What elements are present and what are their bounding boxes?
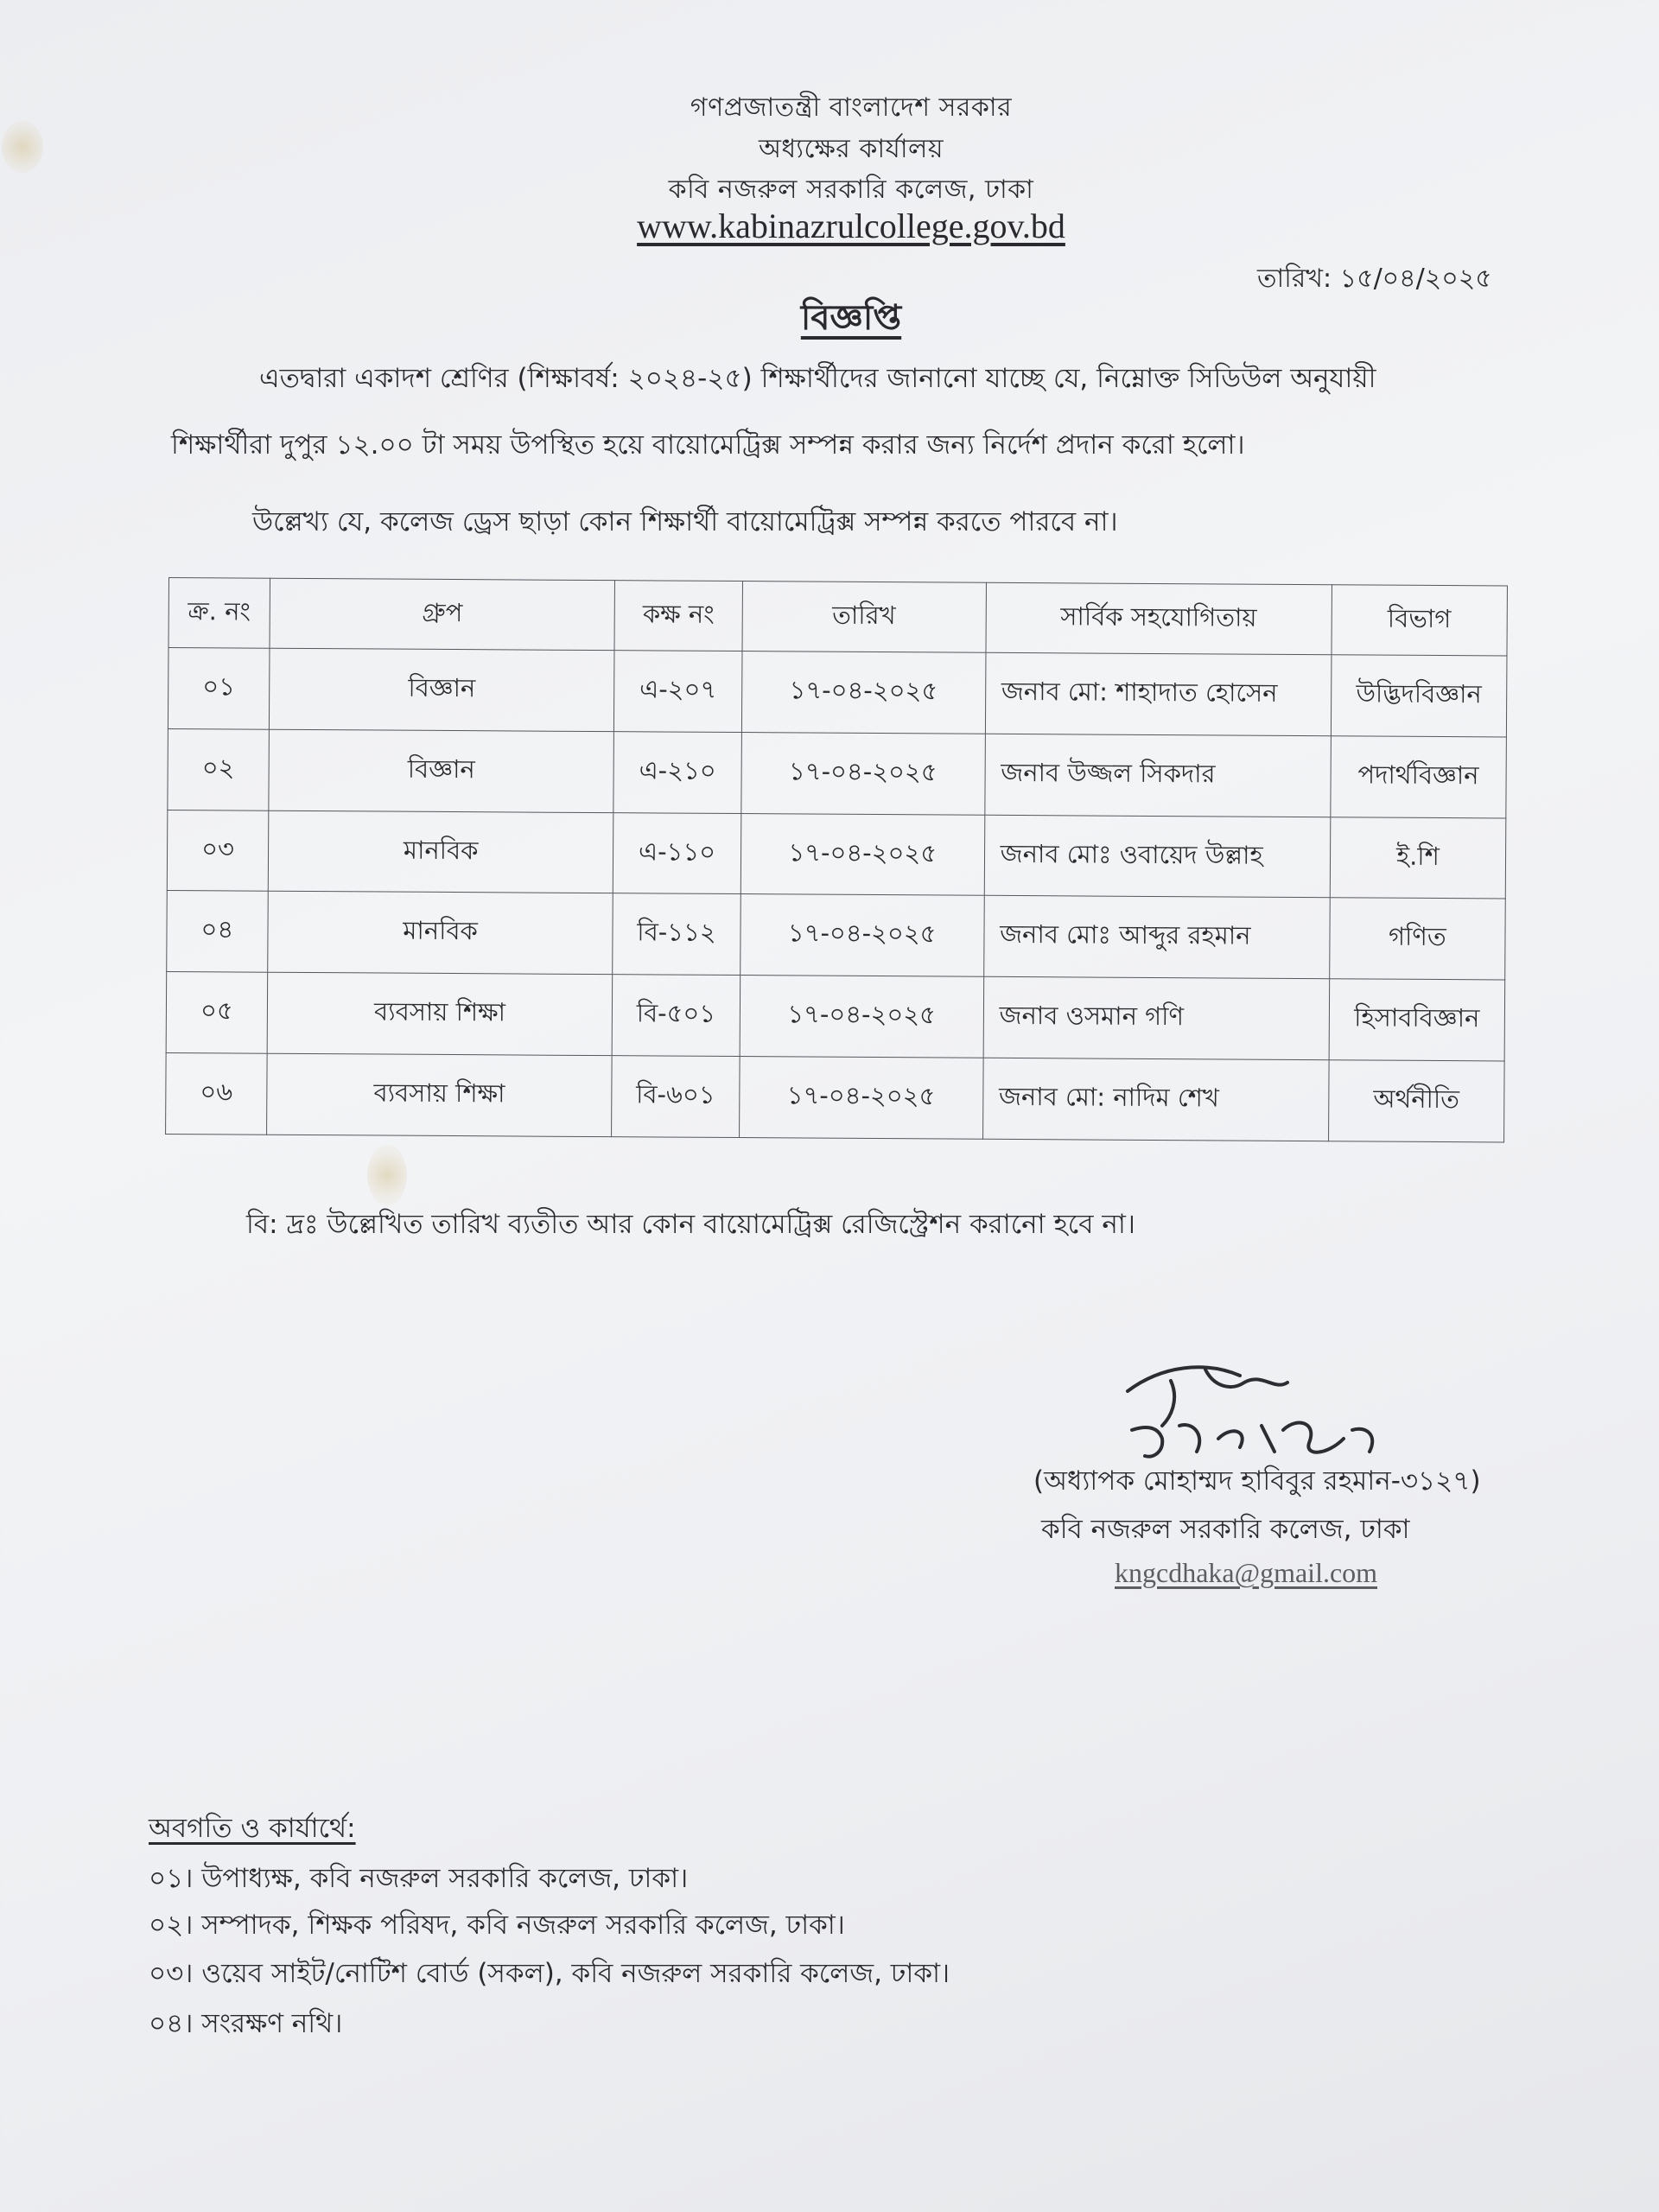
signatory-name: (অধ্যাপক মোহাম্মদ হাবিবুর রহমান-৩১২৭) <box>1033 1465 1481 1497</box>
table-header-row <box>168 578 1507 656</box>
table-row <box>166 972 1505 1061</box>
website-link[interactable]: www.kabinazrulcollege.gov.bd <box>637 207 1065 245</box>
cell-department: পদার্থবিজ্ঞান <box>1331 736 1507 818</box>
cell-group: বিজ্ঞান <box>269 729 614 812</box>
government-name: গণপ্রজাতন্ত্রী বাংলাদেশ সরকার <box>690 92 1013 123</box>
cell-group: ব্যবসায় শিক্ষা <box>267 973 613 1056</box>
cc-item: ০৩। ওয়েব সাইট/নোটিশ বোর্ড (সকল), কবি নজরুল সরকারি কলেজ, ঢাকা। <box>149 1958 950 1989</box>
cell-assistance: জনাব মো: নাদিম শেখ <box>982 1058 1329 1141</box>
signatory-college: কবি নজরুল সরকারি কলেজ, ঢাকা <box>1041 1514 1410 1545</box>
cc-item: ০৪। সংরক্ষণ নথি। <box>149 2008 343 2039</box>
cell-serial: ০৪ <box>167 891 268 973</box>
paragraph-1-line-2: শিক্ষার্থীরা দুপুর ১২.০০ টা সময় উপস্থিত হয়ে বায়োমেট্রিক্স সম্পন্ন করার জন্য নির্দেশ প্রদান করো হলো। <box>171 429 1245 461</box>
cell-assistance: জনাব মোঃ ওবায়েদ উল্লাহ <box>984 815 1331 898</box>
table-row <box>168 728 1507 817</box>
cell-assistance: জনাব উজ্জল সিকদার <box>985 734 1332 817</box>
cell-date: ১৭-০৪-২০২৫ <box>739 1057 983 1140</box>
cell-room: বি-১১২ <box>613 893 741 976</box>
table-row <box>166 1053 1505 1142</box>
table-row <box>167 891 1506 980</box>
cell-department: অর্থনীতি <box>1328 1060 1504 1142</box>
cell-department: গণিত <box>1329 898 1505 980</box>
table-row <box>167 810 1506 899</box>
cell-date: ১৭-০৪-২০২৫ <box>741 732 986 815</box>
office-name: অধ্যক্ষের কার্যালয় <box>758 134 944 164</box>
notice-date: তারিখ: ১৫/০৪/২০২৫ <box>1257 264 1492 294</box>
cell-date: ১৭-০৪-২০২৫ <box>741 652 986 734</box>
cell-department: ই.শি <box>1330 817 1506 899</box>
col-date: তারিখ <box>742 582 986 653</box>
paragraph-1-line-1: এতদ্বারা একাদশ শ্রেণির (শিক্ষাবর্ষ: ২০২৪-২৫) শিক্ষার্থীদের জানানো যাচ্ছে যে, নিম্নোক্ত সিডিউল অনুযায়ী <box>259 363 1376 394</box>
cell-group: বিজ্ঞান <box>269 648 614 731</box>
col-assistance: সার্বিক সহযোগিতায় <box>986 582 1332 654</box>
handwritten-signature <box>1110 1357 1395 1469</box>
schedule-table <box>165 577 1508 1142</box>
cell-room: এ-২১০ <box>613 731 741 813</box>
cell-department: হিসাববিজ্ঞান <box>1329 979 1505 1061</box>
col-department: বিভাগ <box>1332 585 1508 656</box>
cell-group: মানবিক <box>268 810 613 893</box>
cell-department: উদ্ভিদবিজ্ঞান <box>1331 655 1507 737</box>
col-room: কক্ষ নং <box>614 581 742 652</box>
nb-note: বি: দ্রঃ উল্লেখিত তারিখ ব্যতীত আর কোন বায়োমেট্রিক্স রেজিস্ট্রেশন করানো হবে না। <box>246 1209 1135 1240</box>
cell-serial: ০৩ <box>167 810 268 892</box>
cell-date: ১৭-০৪-২০২৫ <box>740 976 984 1058</box>
cell-group: ব্যবসায় শিক্ষা <box>266 1053 612 1136</box>
cell-room: বি-৫০১ <box>612 975 740 1057</box>
paper-stain <box>367 1145 407 1205</box>
cell-serial: ০৫ <box>166 972 267 1054</box>
college-name: কবি নজরুল সরকারি কলেজ, ঢাকা <box>668 175 1034 205</box>
contact-email[interactable]: kngcdhaka@gmail.com <box>1115 1557 1378 1588</box>
cell-serial: ০১ <box>168 648 269 730</box>
paragraph-2: উল্লেখ্য যে, কলেজ ড্রেস ছাড়া কোন শিক্ষার্থী বায়োমেট্রিক্স সম্পন্ন করতে পারবে না। <box>252 506 1118 537</box>
cell-room: বি-৬০১ <box>612 1056 740 1138</box>
cell-date: ১৭-০৪-২০২৫ <box>741 813 985 896</box>
cell-assistance: জনাব মো: শাহাদাত হোসেন <box>985 652 1332 735</box>
cell-assistance: জনাব মোঃ আব্দুর রহমান <box>983 896 1330 979</box>
cc-item: ০১। উপাধ্যক্ষ, কবি নজরুল সরকারি কলেজ, ঢাকা। <box>149 1863 689 1894</box>
cell-room: এ-২০৭ <box>614 651 742 733</box>
cell-assistance: জনাব ওসমান গণি <box>983 977 1330 1060</box>
cell-date: ১৭-০৪-২০২৫ <box>740 894 984 977</box>
cc-title: অবগতি ও কার্যার্থে: <box>149 1813 356 1844</box>
cell-serial: ০৬ <box>166 1053 267 1135</box>
cc-item: ০২। সম্পাদক, শিক্ষক পরিষদ, কবি নজরুল সরকারি কলেজ, ঢাকা। <box>149 1910 845 1941</box>
cell-group: মানবিক <box>268 892 613 975</box>
cell-serial: ০২ <box>168 728 269 810</box>
cell-room: এ-১১০ <box>613 812 741 894</box>
col-serial: ক্র. নং <box>168 578 270 649</box>
table-row <box>168 648 1507 737</box>
notice-title: বিজ্ঞপ্তি <box>800 298 902 338</box>
col-group: গ্রুপ <box>270 578 615 650</box>
